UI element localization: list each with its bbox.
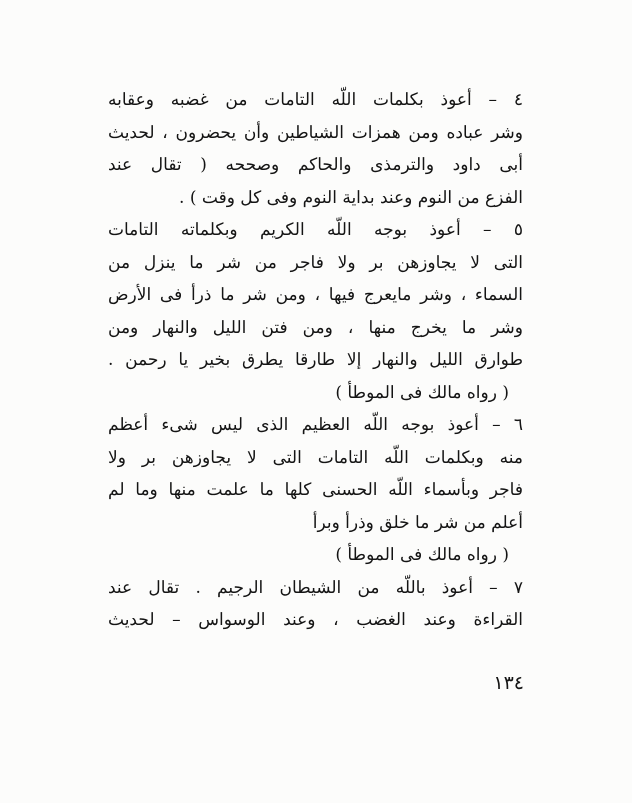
text-line: ٦ – أعوذ بوجه اللّه العظيم الذى ليس شىء أعظم [108, 415, 523, 435]
text-line: وشر عباده ومن همزات الشياطين وأن يحضرون ، لحديث [108, 122, 523, 143]
text-line: القراءة وعند الغضب ، وعند الوسواس – لحديث [108, 610, 523, 630]
text-line: طوارق الليل والنهار إلا طارقا يطرق بخير يا رحمن . [108, 350, 523, 370]
text-line: فاجر وبأسماء اللّه الحسنى كلها ما علمت منها وما لم [108, 480, 523, 500]
text-line: ٤ – أعوذ بكلمات اللّه التامات من غضبه وعقابه [108, 90, 523, 110]
text-line: أبى داود والترمذى والحاكم وصححه ( تقال عند [108, 155, 523, 175]
text-line: وشر ما يخرج منها ، ومن فتن الليل والنهار ومن [108, 317, 523, 338]
text-line: ٥ – أعوذ بوجه اللّه الكريم وبكلماته التامات [108, 220, 523, 240]
body-text [108, 84, 523, 637]
text-line: التى لا يجاوزهن بر ولا فاجر من شر ما ينزل من [108, 252, 523, 273]
text-line: أعلم من شر ما خلق وذرأ وبرأ [312, 512, 523, 533]
text-line: ٧ – أعوذ باللّه من الشيطان الرجيم . تقال عند [108, 577, 523, 598]
citation-line: ( رواه مالك فى الموطأ ) [335, 545, 509, 565]
text-line: منه وبكلمات اللّه التامات التى لا يجاوزهن بر ولا [108, 447, 523, 468]
citation-line: ( رواه مالك فى الموطأ ) [335, 382, 509, 403]
text-line: السماء ، وشر مايعرج فيها ، ومن شر ما ذرأ فى الأرض [108, 285, 523, 305]
page-number: ١٣٤ [493, 672, 524, 694]
text-line: الفزع من النوم وعند بداية النوم وفى كل وقت ) . [179, 187, 523, 208]
